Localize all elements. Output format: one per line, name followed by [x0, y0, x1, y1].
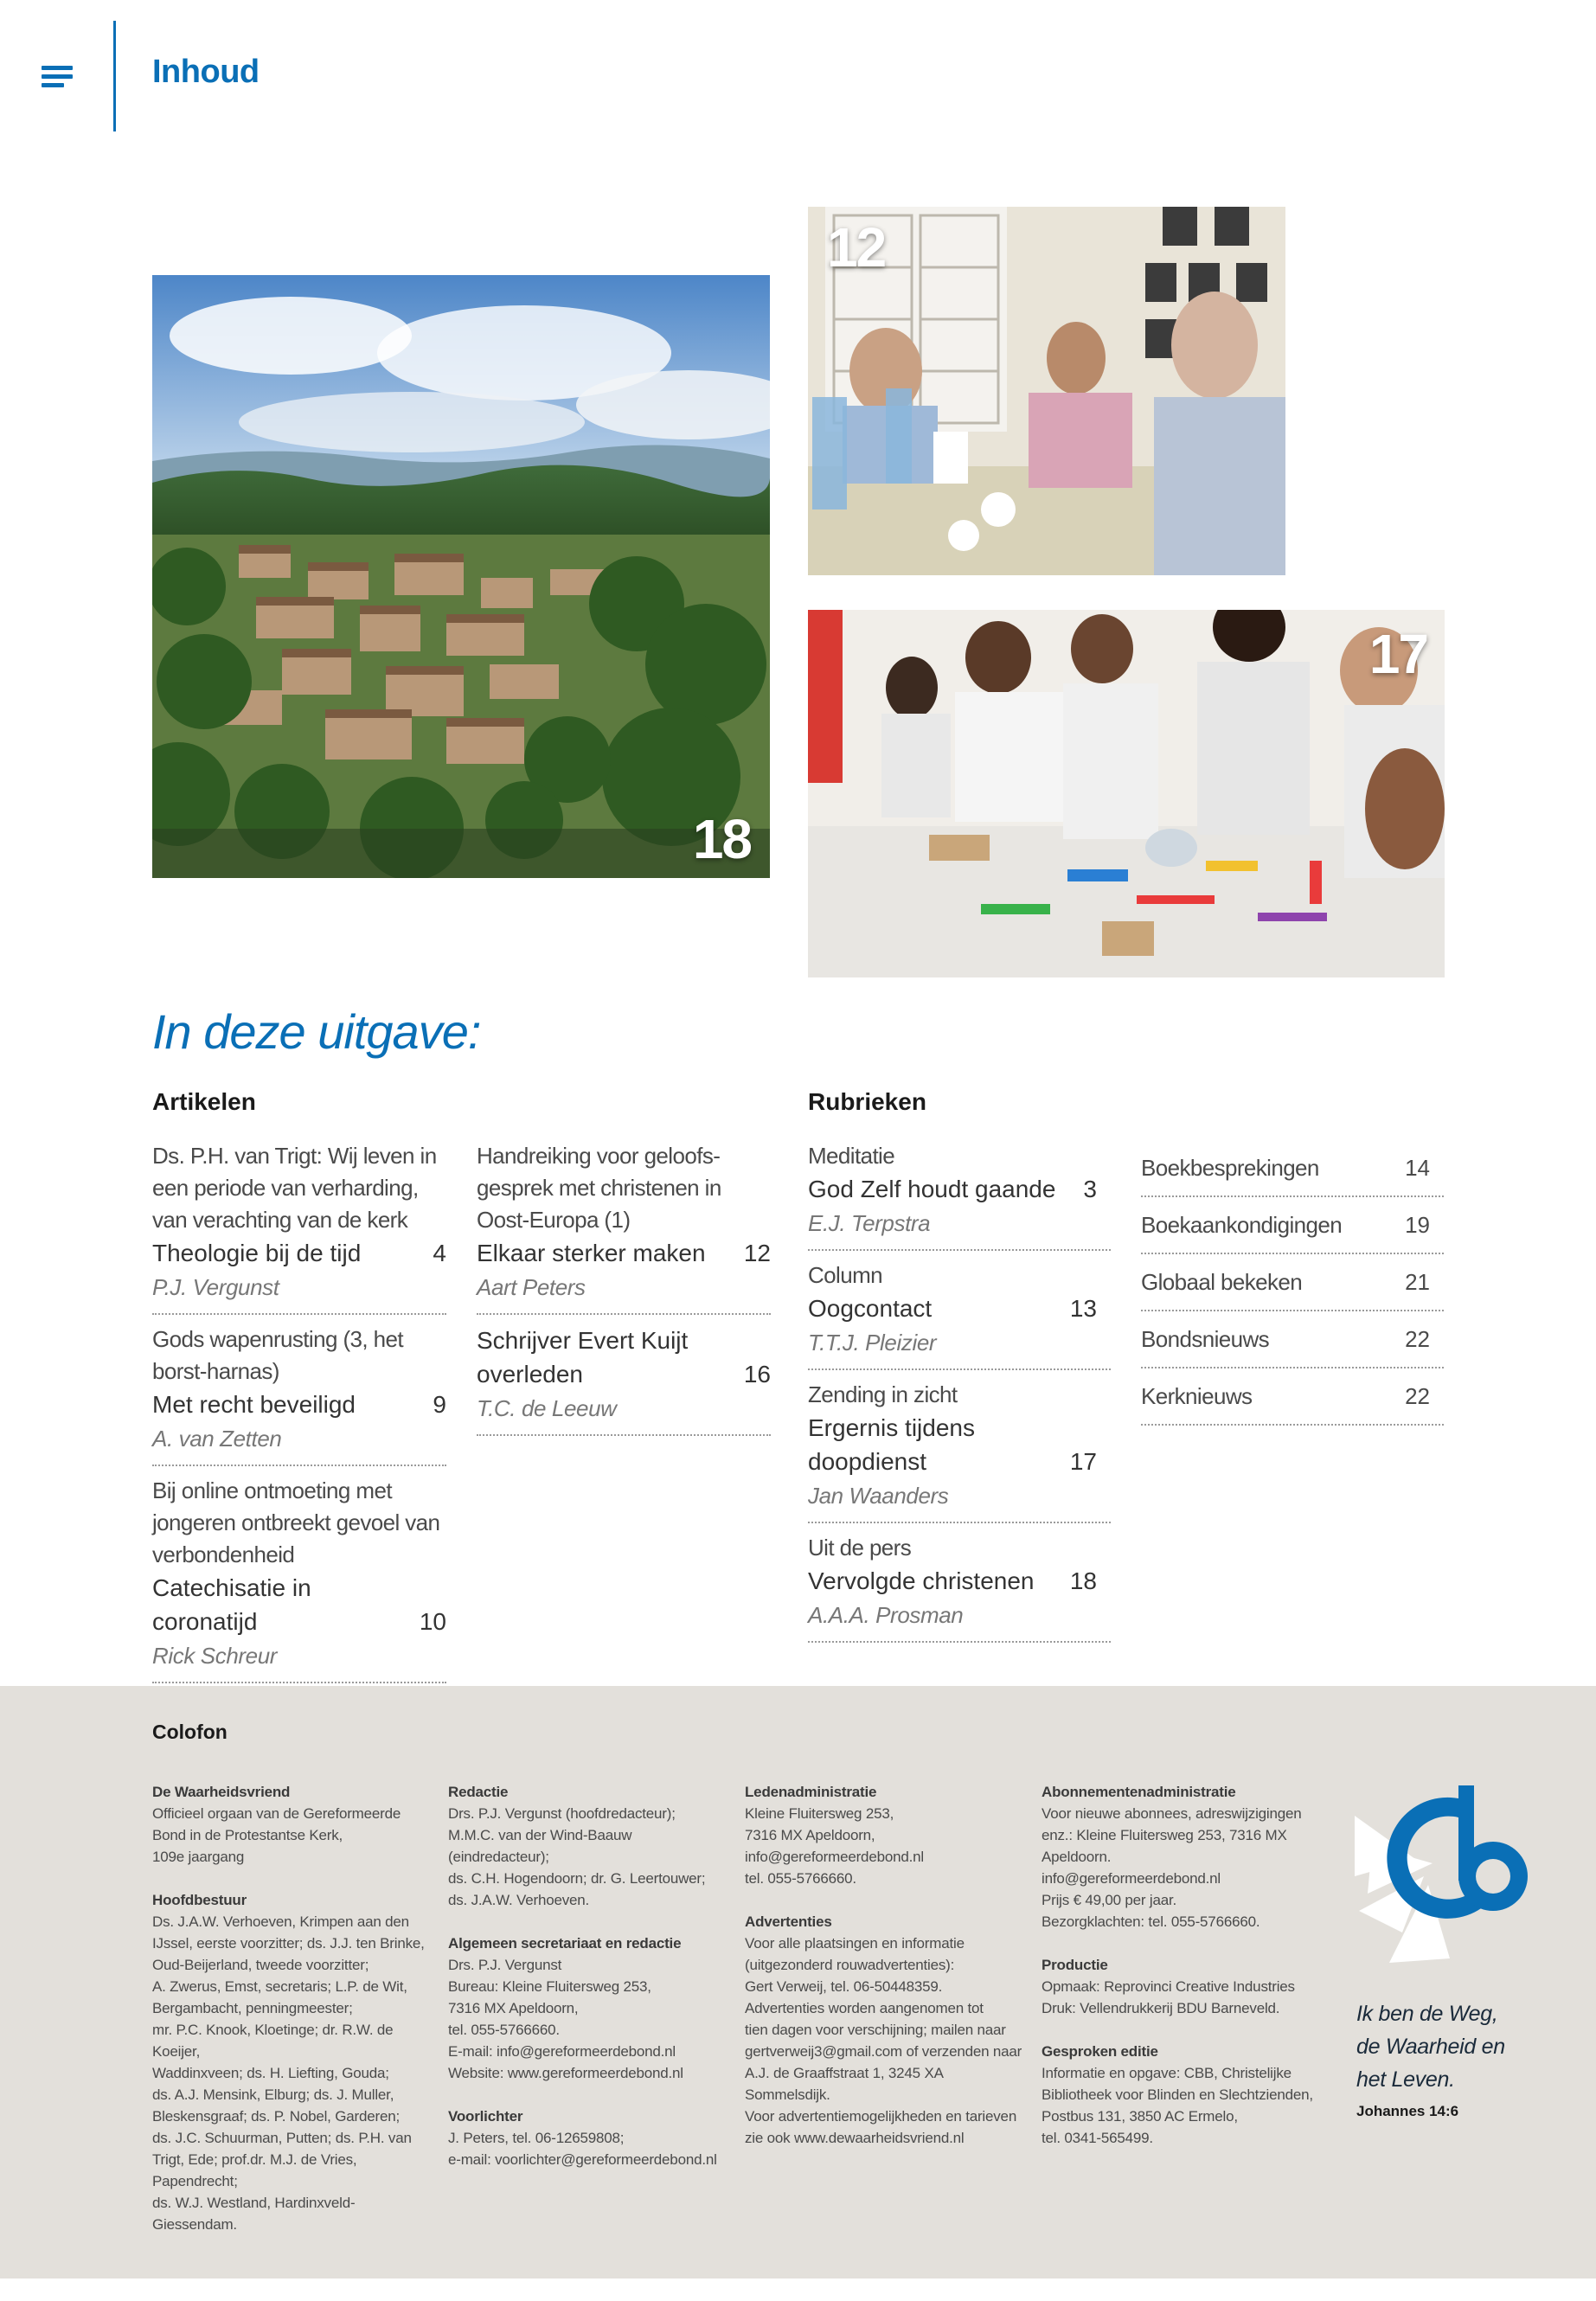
colofon-block-text: Opmaak: Reprovinci Creative Industries Druk: Vellendrukkerij BDU Barneveld. [1042, 1978, 1295, 2016]
hamburger-menu-icon[interactable] [42, 66, 73, 88]
contents-heading: In deze uitgave: [152, 1004, 481, 1059]
motto-text: Ik ben de Weg, de Waarheid en het Leven. [1356, 2002, 1505, 2092]
colofon-block-heading: Hoofdbestuur [152, 1892, 247, 1908]
page-title: Inhoud [152, 54, 260, 90]
entry-title: Theologie bij de tijd [152, 1240, 362, 1266]
entry-title: Schrijver Evert Kuijt overleden [477, 1327, 689, 1388]
entry-title: Globaal bekeken [1141, 1268, 1303, 1295]
entry-page: 3 [1083, 1176, 1097, 1202]
entry-author: Aart Peters [477, 1274, 586, 1300]
entry-title: Bondsnieuws [1141, 1325, 1270, 1352]
entry-author: P.J. Vergunst [152, 1274, 279, 1300]
children-photo[interactable] [808, 610, 1445, 977]
rubrics-heading: Rubrieken [808, 1088, 926, 1115]
entry-author: Jan Waanders [808, 1483, 949, 1509]
rubrics-column-1 [808, 1140, 1111, 1651]
entry-page: 16 [743, 1361, 771, 1388]
entry-kicker: Column [808, 1262, 882, 1288]
toc-entry[interactable] [1141, 1140, 1444, 1197]
entry-title: God Zelf houdt gaande [808, 1176, 1056, 1202]
entry-title: Elkaar sterker maken [477, 1240, 706, 1266]
entry-kicker: Handreiking voor geloofs-gesprek met christenen in Oost-Europa (1) [477, 1143, 721, 1233]
toc-entry[interactable] [477, 1140, 771, 1315]
articles-heading: Artikelen [152, 1088, 256, 1115]
rubrics-column-2 [1141, 1140, 1444, 1426]
entry-author: T.T.J. Pleizier [808, 1330, 937, 1356]
colofon-block-text: Voor alle plaatsingen en informatie (uitgezonderd rouwadvertenties): Gert Verweij, tel. 06-50448359. Advertenties worden aangenomen tot tien dagen voor verschijning; mailen naar gertverweij3@gmail.com of verzenden naar A.J. de Graaffstraat 1, 3245 XA Sommelsdijk. Voor advertentiemogelijkheden en tarieven zie ook www.dewaarheidsvriend.nl [745, 1935, 1022, 2146]
entry-page: 19 [1405, 1211, 1430, 1238]
colofon-block-heading: Gesproken editie [1042, 2043, 1158, 2060]
colofon-block-heading: Voorlichter [448, 2108, 523, 2125]
toc-entry[interactable] [1141, 1368, 1444, 1426]
entry-author: A.A.A. Prosman [808, 1602, 964, 1628]
entry-title: Ergernis tijdens doopdienst [808, 1414, 975, 1475]
toc-entry[interactable] [808, 1379, 1111, 1523]
colofon-block-heading: Advertenties [745, 1913, 832, 1930]
landscape-photo[interactable] [152, 275, 770, 878]
toc-entry[interactable] [477, 1324, 771, 1436]
entry-kicker: Zending in zicht [808, 1381, 958, 1407]
colofon-block-text: Ds. J.A.W. Verhoeven, Krimpen aan den IJssel, eerste voorzitter; ds. J.J. ten Brinke, Oud-Beijerland, tweede voorzitter; A. Zwerus, Emst, secretaris; L.P. de Wit, Bergambacht, penningmeester; mr. P.C. Knook, Kloetinge; dr. R.W. de Koeijer, Waddinxveen; ds. H. Liefting, Gouda; ds. A.J. Mensink, Elburg; ds. J. Muller, Bleskensgraaf; ds. P. Nobel, Garderen; ds. J.C. Schuurman, Putten; ds. P.H. van Trigt, Ede; prof.dr. M.J. de Vries, Papendrecht; ds. W.J. Westland, Hardinxveld-Giessendam. [152, 1913, 425, 2233]
entry-kicker: Uit de pers [808, 1535, 912, 1561]
entry-title: Boekbesprekingen [1141, 1154, 1319, 1181]
colofon-column-1 [152, 1781, 438, 2257]
colofon-block-heading: Algemeen secretariaat en redactie [448, 1935, 682, 1952]
entry-title: Catechisatie in coronatijd [152, 1574, 311, 1635]
colofon-column-4 [1042, 1781, 1327, 2170]
articles-column-1 [152, 1140, 446, 1692]
colofon-column-3 [745, 1781, 1030, 2170]
entry-kicker: Bij online ontmoeting met jongeren ontbreekt gevoel van verbondenheid [152, 1477, 440, 1567]
colofon-block-heading: De Waarheidsvriend [152, 1784, 291, 1800]
colofon-block-heading: Productie [1042, 1957, 1108, 1973]
entry-author: A. van Zetten [152, 1426, 282, 1452]
colofon-block-text: Drs. P.J. Vergunst (hoofdredacteur); M.M.C. van der Wind-Baauw (eindredacteur); ds. C.H. Hogendoorn; dr. G. Leertouwer; ds. J.A.W. Verhoeven. [448, 1805, 706, 1908]
meeting-photo[interactable] [808, 207, 1285, 575]
colofon-block-heading: Abonnementenadministratie [1042, 1784, 1236, 1800]
colofon-block-text: Kleine Fluitersweg 253, 7316 MX Apeldoorn, info@gereformeerdebond.nl tel. 055-5766660. [745, 1805, 924, 1887]
page-number-badge: 18 [692, 808, 751, 870]
gb-logo-icon [1355, 1781, 1528, 1971]
entry-author: Rick Schreur [152, 1643, 278, 1669]
entry-page: 22 [1405, 1325, 1430, 1352]
page-number-badge: 17 [1368, 623, 1427, 685]
header-divider [113, 21, 116, 131]
entry-title: Met recht beveiligd [152, 1391, 356, 1418]
entry-kicker: Ds. P.H. van Trigt: Wij leven in een periode van verharding, van verachting van de kerk [152, 1143, 437, 1233]
toc-entry[interactable] [1141, 1197, 1444, 1254]
entry-author: T.C. de Leeuw [477, 1395, 617, 1421]
colofon-block-heading: Ledenadministratie [745, 1784, 877, 1800]
entry-page: 17 [1069, 1448, 1097, 1475]
toc-entry[interactable] [808, 1532, 1111, 1643]
toc-entry[interactable] [152, 1140, 446, 1315]
toc-entry[interactable] [152, 1475, 446, 1683]
toc-entry[interactable] [1141, 1254, 1444, 1311]
colofon-block-text: Drs. P.J. Vergunst Bureau: Kleine Fluitersweg 253, 7316 MX Apeldoorn, tel. 055-5766660. E-mail: info@gereformeerdebond.nl Website: www.gereformeerdebond.nl [448, 1957, 683, 2081]
entry-title: Oogcontact [808, 1295, 933, 1322]
motto-reference: Johannes 14:6 [1356, 2103, 1459, 2119]
entry-title: Vervolgde christenen [808, 1567, 1035, 1594]
entry-title: Boekaankondigingen [1141, 1211, 1343, 1238]
entry-page: 4 [433, 1240, 446, 1266]
entry-page: 21 [1405, 1268, 1430, 1295]
entry-page: 10 [419, 1608, 446, 1635]
colofon-section [0, 1686, 1596, 2279]
entry-page: 14 [1405, 1154, 1430, 1181]
entry-author: E.J. Terpstra [808, 1210, 931, 1236]
entry-kicker: Meditatie [808, 1143, 895, 1169]
colofon-block-text: Officieel orgaan van de Gereformeerde Bond in de Protestantse Kerk, 109e jaargang [152, 1805, 401, 1865]
toc-entry[interactable] [1141, 1311, 1444, 1368]
toc-entry[interactable] [152, 1324, 446, 1466]
entry-title: Kerknieuws [1141, 1382, 1253, 1409]
page-number-badge: 12 [827, 216, 886, 279]
articles-column-2 [477, 1140, 771, 1445]
toc-entry[interactable] [808, 1140, 1111, 1251]
colofon-block-heading: Redactie [448, 1784, 509, 1800]
entry-page: 9 [433, 1391, 446, 1418]
toc-entry[interactable] [808, 1259, 1111, 1370]
entry-page: 18 [1069, 1567, 1097, 1594]
colofon-block-text: Voor nieuwe abonnees, adreswijzigingen enz.: Kleine Fluitersweg 253, 7316 MX Apeldoorn. info@gereformeerdebond.nl Prijs € 49,00 per jaar. Bezorgklachten: tel. 055-5766660. [1042, 1805, 1302, 1930]
entry-kicker: Gods wapenrusting (3, het borst-harnas) [152, 1326, 403, 1384]
entry-page: 13 [1069, 1295, 1097, 1322]
colofon-heading: Colofon [152, 1721, 228, 1743]
colofon-block-text: Informatie en opgave: CBB, Christelijke Bibliotheek voor Blinden en Slechtzienden, Postbus 131, 3850 AC Ermelo, tel. 0341-565499. [1042, 2065, 1313, 2146]
colofon-column-2 [448, 1781, 734, 2192]
entry-page: 22 [1405, 1382, 1430, 1409]
colofon-block-text: J. Peters, tel. 06-12659808; e-mail: voorlichter@gereformeerdebond.nl [448, 2130, 717, 2168]
entry-page: 12 [743, 1240, 771, 1266]
